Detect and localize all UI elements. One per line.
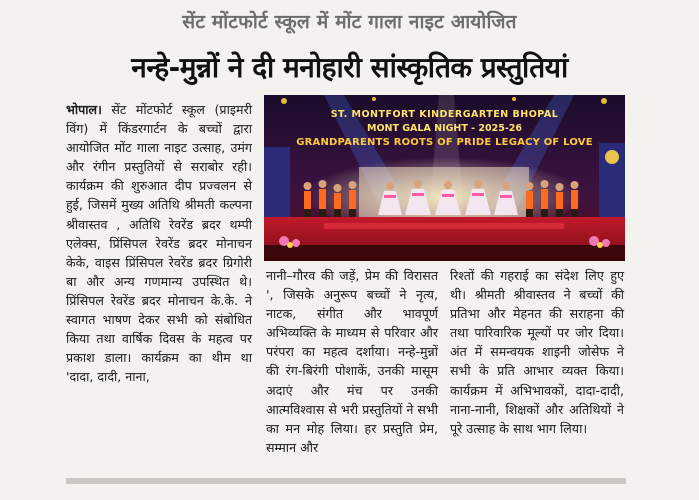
bottom-divider [66,478,626,484]
dateline: भोपाल। [66,102,102,117]
event-photo [264,95,625,261]
article-column-3: रिश्तों की गहराई का संदेश लिए हुए थी। श्रीमती श्रीवास्तव ने बच्चों की प्रतिभा और मेहनत की सराहना की तथा पारिवारिक मूल्यों पर जोर दिया। अंत में समन्वयक शाइनी जोसेफ ने सभी के प्रति आभार व्यक्त किया। कार्यक्रम में अभिभावकों, दादा-दादी, नाना-नानी, शिक्षकों और अतिथियों ने पूरे उत्साह के साथ भाग लिया। [450,268,624,436]
banner-theme: GRANDPARENTS ROOTS OF PRIDE LEGACY OF LOVE [296,137,593,148]
article-column-2: नानी–गौरव की जड़ें, प्रेम की विरासत ', जिसके अनुरूप बच्चों ने नृत्य, नाटक, संगीत और भावपूर्ण अभिव्यक्ति के माध्यम से परिवार और परंपरा का महत्व दर्शाया। नन्हे-मुन्नों की रंग-बिरंगी पोशाकें, उनकी मासूम अदाएं और मंच पर उनकी आत्मविश्वास से भरी प्रस्तुतियों ने सभी का मन मोह लिया। हर प्रस्तुति प्रेम, सम्मान और [266,268,438,455]
banner-event-name: MONT GALA NIGHT - 2025-26 [366,123,522,134]
column-1-text: सेंट मोंटफोर्ट स्कूल (प्राइमरी विंग) में किंडरगार्टन के बच्चों द्वारा आयोजित मोंट गाला नाइट उत्साह, उमंग और रंगीन प्रस्तुतियों से सराबोर रही। कार्यक्रम की शुरुआत दीप प्रज्वलन से हुई, जिसमें मुख्य अतिथि श्रीमती कल्पना श्रीवास्तव , अतिथि रेवरेंड ब्रदर थम्पी एलेक्स, प्रिंसिपल रेवरेंड ब्रदर मोनाचन केके, वाइस प्रिंसिपल रेवरेंड ब्रदर ग्रिगोरी बा और अन्य गणमान्य उपस्थित थे। प्रिंसिपल रेवरेंड ब्रदर मोनाचन के.के. ने स्वागत भाषण देकर सभी को संबोधित किया तथा वार्षिक दिवस के महत्व पर प्रकाश डाला। कार्यक्रम का थीम था 'दादा, दादी, नाना, [66,102,252,385]
article-column-1 [66,100,252,386]
main-headline: नन्हे-मुन्नों ने दी मनोहारी सांस्कृतिक प्रस्तुतियां [131,51,568,84]
banner-school-name: ST. MONTFORT KINDERGARTEN BHOPAL [330,109,559,120]
kicker-headline: सेंट मोंटफोर्ट स्कूल में मोंट गाला नाइट आयोजित [182,11,517,33]
